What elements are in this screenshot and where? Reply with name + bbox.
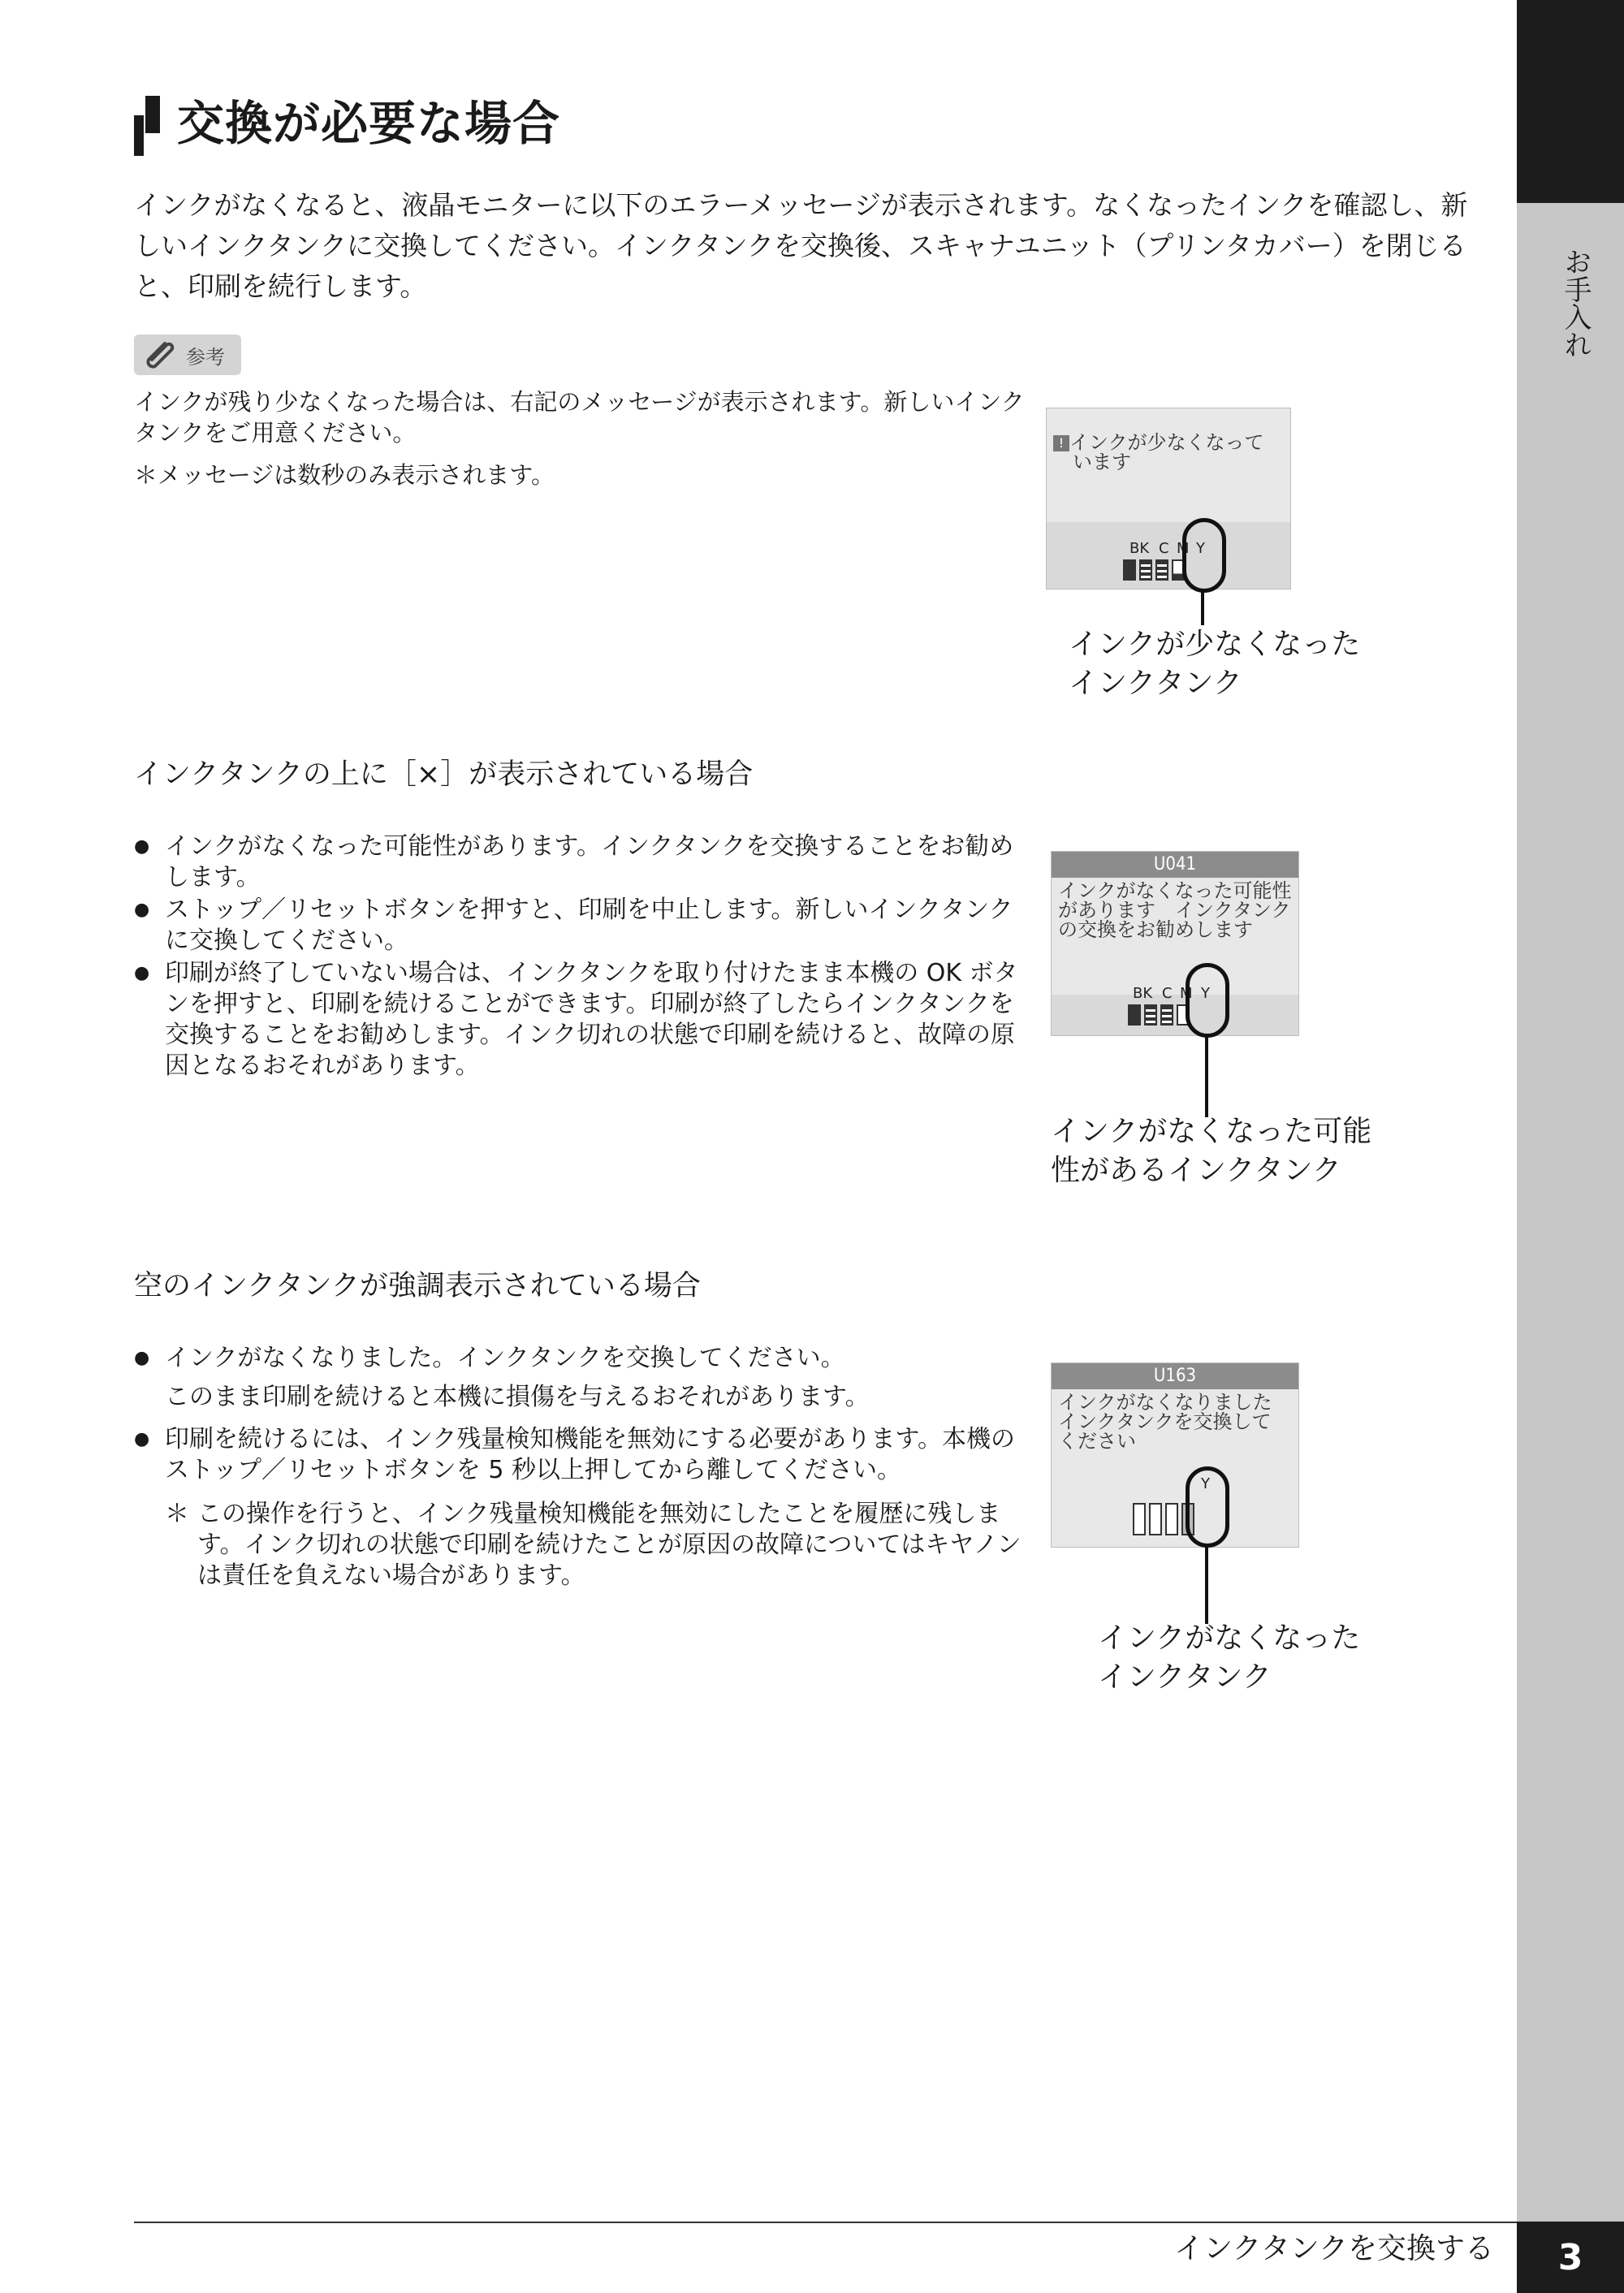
ink-tank bbox=[1149, 1503, 1162, 1535]
ink-tank-c bbox=[1144, 1004, 1157, 1026]
callout-ring bbox=[1186, 963, 1229, 1038]
section-heading-x-mark: インクタンクの上に［×］が表示されている場合 bbox=[134, 758, 754, 791]
note-badge-label: 参考 bbox=[186, 345, 225, 369]
callout-ring bbox=[1186, 1466, 1229, 1548]
lcd-message: インクがなくなった可能性 があります インクタンク の交換をお勧めします bbox=[1058, 879, 1292, 941]
lcd-screen-low-ink bbox=[1046, 408, 1291, 589]
star-note-text: この操作を行うと、インク残量検知機能を無効にしたことを履歴に残します。インク切れの状態で印刷を続けたことが原因の故障についてはキヤノンは責任を負えない場合があります。 bbox=[197, 1500, 1021, 1590]
list-item: ● インクがなくなった可能性があります。インクタンクを交換することをお勧めします。 bbox=[134, 831, 1027, 893]
lcd-screen-u041 bbox=[1051, 851, 1299, 1036]
paperclip-icon bbox=[140, 339, 181, 371]
tank-label-bk: BK bbox=[1129, 540, 1150, 557]
callout-line bbox=[1205, 1546, 1208, 1624]
callout-ring bbox=[1182, 518, 1226, 593]
intro-paragraph: インクがなくなると、液晶モニターに以下のエラーメッセージが表示されます。なくなったインクを確認し、新しいインクタンクに交換してください。インクタンクを交換後、スキャナユニット（プリンタカバー）を閉じると、印刷を続行します。 bbox=[134, 189, 1468, 302]
page-title: 交換が必要な場合 bbox=[177, 96, 561, 151]
list-item bbox=[134, 1424, 1027, 1591]
list-item: ● 印刷が終了していない場合は、インクタンクを取り付けたまま本機の OK ボタンを押すと、印刷を続けることができます。印刷が終了したらインクタンクを交換することをお勧めします。インク切れの状態で印刷を続けると、故障の原因となるおそれがあります。 bbox=[134, 958, 1027, 1082]
tank-label-y: Y bbox=[1196, 540, 1205, 557]
star-mark: ＊ bbox=[165, 1500, 189, 1528]
heading-mark-icon bbox=[134, 96, 160, 156]
list-item bbox=[134, 1343, 1027, 1413]
section1-bullets bbox=[134, 831, 1027, 1083]
note-badge bbox=[134, 335, 241, 375]
ink-tank-bk bbox=[1128, 1004, 1141, 1026]
ink-tank-m bbox=[1155, 559, 1168, 581]
ink-tank bbox=[1133, 1503, 1146, 1535]
section-heading-empty-tank: 空のインクタンクが強調表示されている場合 bbox=[134, 1270, 701, 1302]
ink-tank bbox=[1165, 1503, 1178, 1535]
ink-tank-bk bbox=[1123, 559, 1136, 581]
ink-tank-m bbox=[1160, 1004, 1173, 1026]
ink-tank-strip bbox=[1123, 559, 1185, 581]
callout-label-u163: インクがなくなった インクタンク bbox=[1098, 1622, 1361, 1694]
callout-label-u041: インクがなくなった可能 性があるインクタンク bbox=[1051, 1115, 1372, 1187]
lcd-message: インクがなくなりました インクタンクを交換して ください bbox=[1058, 1391, 1272, 1453]
tank-label-c: C bbox=[1162, 985, 1173, 1002]
bullet-subtext: このまま印刷を続けると本機に損傷を与えるおそれがあります。 bbox=[165, 1383, 870, 1411]
star-note bbox=[165, 1499, 1027, 1591]
tank-label-m: M bbox=[1177, 540, 1190, 557]
lcd-error-code: U163 bbox=[1052, 1363, 1298, 1389]
side-tab-label: お手入れ bbox=[1559, 248, 1592, 358]
side-tab-marker bbox=[1517, 0, 1624, 203]
lcd-error-code: U041 bbox=[1052, 852, 1298, 878]
bullet-text: 印刷を続けるには、インク残量検知機能を無効にする必要があります。本機のストップ／リセットボタンを 5 秒以上押してから離してください。 bbox=[165, 1425, 1015, 1484]
note-text: インクが残り少なくなった場合は、右記のメッセージが表示されます。新しいインクタンクをご用意ください。 bbox=[134, 388, 1025, 447]
tank-label-c: C bbox=[1159, 540, 1169, 557]
section2-bullets bbox=[134, 1343, 1027, 1593]
lcd-screen-u163 bbox=[1051, 1362, 1299, 1548]
tank-label-m: M bbox=[1180, 985, 1193, 1002]
ink-tank-strip bbox=[1128, 1004, 1190, 1026]
callout-line bbox=[1205, 1036, 1208, 1117]
footer-rule bbox=[134, 2222, 1517, 2223]
callout-line bbox=[1201, 591, 1204, 625]
callout-label-low-ink: インクが少なくなった インクタンク bbox=[1069, 628, 1361, 700]
footer-section-title: インクタンクを交換する bbox=[1174, 2232, 1494, 2265]
warning-icon: ! bbox=[1053, 435, 1069, 451]
list-item: ● ストップ／リセットボタンを押すと、印刷を中止します。新しいインクタンクに交換してください。 bbox=[134, 895, 1027, 956]
tank-label-y: Y bbox=[1201, 1475, 1210, 1492]
bullet-text: インクがなくなりました。インクタンクを交換してください。 bbox=[165, 1344, 845, 1372]
lcd-message: インクが少なくなって います bbox=[1069, 431, 1264, 473]
tank-label-bk: BK bbox=[1133, 985, 1153, 1002]
ink-tank-c bbox=[1139, 559, 1152, 581]
note-sub-text: ＊メッセージは数秒のみ表示されます。 bbox=[134, 461, 555, 489]
tank-label-y: Y bbox=[1201, 985, 1210, 1002]
page-number: 3 bbox=[1517, 2222, 1624, 2293]
